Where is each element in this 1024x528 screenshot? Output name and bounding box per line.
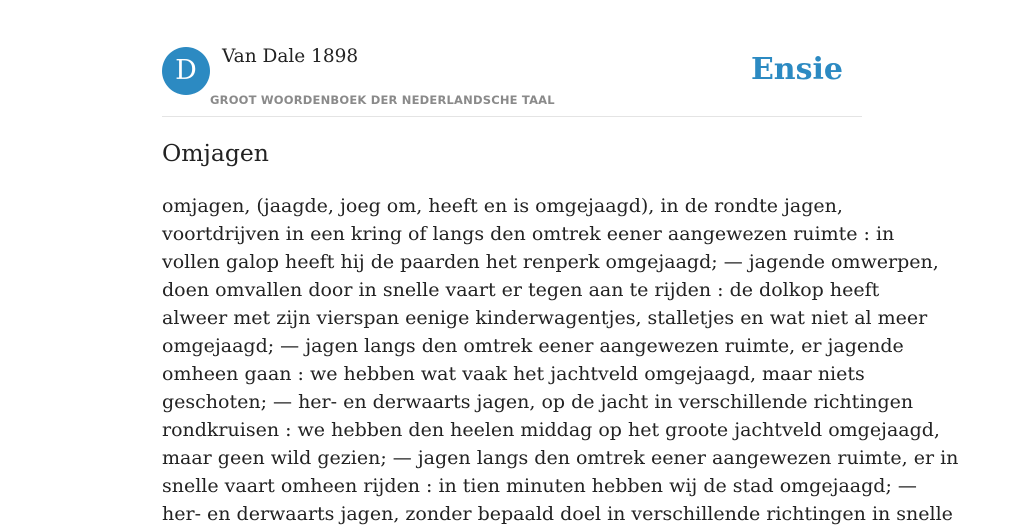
entry-text-line: alweer met zijn vierspan eenige kinderwagentjes, stalletjes en wat niet al meer bbox=[162, 307, 928, 329]
entry-text-line: doen omvallen door in snelle vaart er tegen aan te rijden : de dolkop heeft bbox=[162, 279, 880, 301]
entry-text-line: omgejaagd; — jagen langs den omtrek eener aangewezen ruimte, er jagende bbox=[162, 335, 904, 357]
source-subtitle: GROOT WOORDENBOEK DER NEDERLANDSCHE TAAL bbox=[210, 93, 555, 107]
source-header bbox=[162, 46, 862, 117]
entry-title: Omjagen bbox=[162, 139, 269, 167]
entry-text-line: voortdrijven in een kring of langs den omtrek eener aangewezen ruimte : in bbox=[162, 223, 895, 245]
entry-text-line: omheen gaan : we hebben wat vaak het jachtveld omgejaagd, maar niets bbox=[162, 363, 865, 385]
entry-text-line: snelle vaart omheen rijden : in tien minuten hebben wij de stad omgejaagd; — bbox=[162, 475, 917, 497]
source-title[interactable]: Van Dale 1898 bbox=[222, 46, 359, 67]
entry-text-line: maar geen wild gezien; — jagen langs den omtrek eener aangewezen ruimte, er in bbox=[162, 447, 959, 469]
source-avatar[interactable]: D bbox=[162, 47, 210, 95]
entry-text-line: rondkruisen : we hebben den heelen middag op het groote jachtveld omgejaagd, bbox=[162, 419, 940, 441]
entry-text-line: vollen galop heeft hij de paarden het renperk omgejaagd; — jagende omwerpen, bbox=[162, 251, 939, 273]
entry-text-line: geschoten; — her- en derwaarts jagen, op de jacht in verschillende richtingen bbox=[162, 391, 914, 413]
brand-logo-link[interactable]: Ensie bbox=[750, 52, 843, 87]
entry-body bbox=[162, 192, 959, 528]
entry-text-line: omjagen, (jaagde, joeg om, heeft en is omgejaagd), in de rondte jagen, bbox=[162, 195, 843, 217]
entry-text-line: her- en derwaarts jagen, zonder bepaald doel in verschillende richtingen in snelle bbox=[162, 503, 953, 525]
